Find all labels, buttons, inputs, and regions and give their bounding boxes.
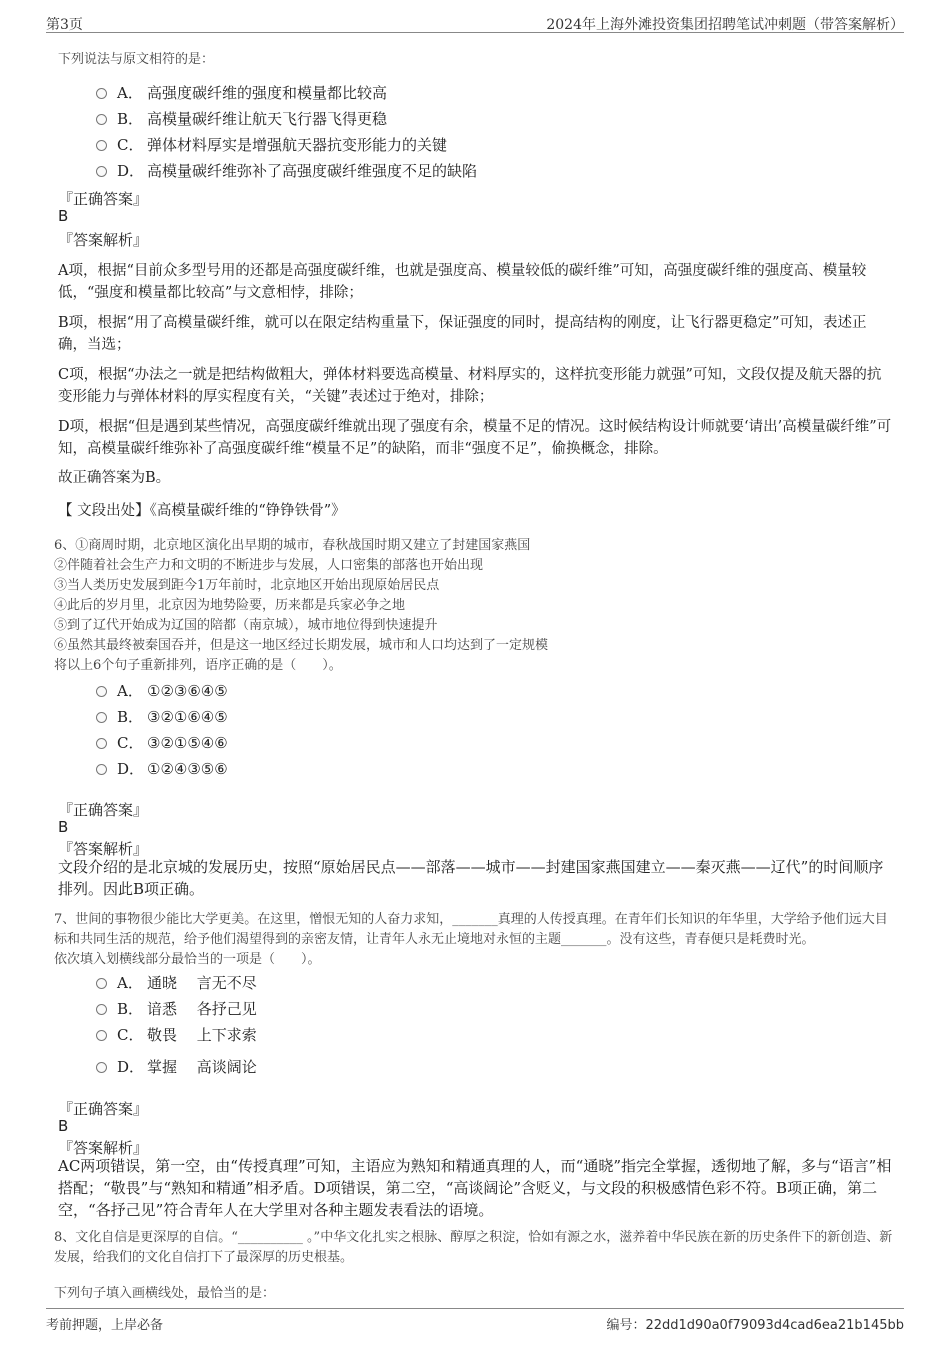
radio-icon[interactable] xyxy=(96,88,107,99)
document-id-code: 22dd1d90a0f79093d4cad6ea21b145bb xyxy=(645,1318,904,1333)
q5-option-d[interactable]: D． 高模量碳纤维弥补了高强度碳纤维强度不足的缺陷 xyxy=(96,160,477,182)
q6-line: ④此后的岁月里，北京因为地势险要，历来都是兵家必争之地 xyxy=(54,598,406,613)
radio-icon[interactable] xyxy=(96,166,107,177)
q6-line: ⑤到了辽代开始成为辽国的陪都（南京城），城市地位得到快速提升 xyxy=(54,618,438,633)
q8-stem: 8、文化自信是更深厚的自信。“__________ 。”中华文化扎实之根脉、醇厚之积淀，恰如有源之水，滋养着中华民族在新的历史条件下的新创造、新发展，给我们的文化自信打下了最深厚的历史根基。 xyxy=(54,1230,893,1265)
radio-icon[interactable] xyxy=(96,978,107,989)
q6-analysis-label: 『答案解析』 xyxy=(58,840,149,858)
q5-answer: B xyxy=(58,207,69,225)
q7-analysis: AC两项错误，第一空，由“传授真理”可知，主语应为熟知和精通真理的人，而“通晓”指完全掌握，透彻地了解，多与“语言”相搭配；“敬畏”与“熟知和精通”相矛盾。D项错误，第二空，“高谈阔论”含贬义，与文段的积极感情色彩不符。B项正确，第二空，“各抒己见”符合青年人在大学里对各种主题发表看法的语境。 xyxy=(58,1157,892,1219)
q6-stem xyxy=(54,536,548,676)
q6-option-d[interactable]: D． ①②④③⑤⑥ xyxy=(96,758,228,780)
q6-option-b[interactable]: B． ③②①⑥④⑤ xyxy=(96,706,228,728)
q7-option-a[interactable]: A． 通晓 言无不尽 xyxy=(96,972,257,994)
radio-icon[interactable] xyxy=(96,114,107,125)
q6-line: ②伴随着社会生产力和文明的不断进步与发展，人口密集的部落也开始出现 xyxy=(54,558,484,573)
radio-icon[interactable] xyxy=(96,738,107,749)
q7-option-d[interactable]: D． 掌握 高谈阔论 xyxy=(96,1056,257,1078)
q6-prompt: 将以上6个句子重新排列，语序正确的是（ ）。 xyxy=(54,658,342,673)
q6-answer: B xyxy=(58,818,69,836)
document-id-label: 编号： xyxy=(606,1318,646,1333)
q5-conclusion: 故正确答案为B。 xyxy=(58,470,171,486)
q6-option-c[interactable]: C． ③②①⑤④⑥ xyxy=(96,732,228,754)
q5-answer-label: 『正确答案』 xyxy=(58,190,149,208)
q5-analysis-label: 『答案解析』 xyxy=(58,231,149,249)
q7-analysis-label: 『答案解析』 xyxy=(58,1139,149,1157)
q6-line: 6、①商周时期，北京地区演化出早期的城市，春秋战国时期又建立了封建国家燕国 xyxy=(54,538,531,553)
q8-prompt: 下列句子填入画横线处，最恰当的是： xyxy=(54,1286,276,1301)
radio-icon[interactable] xyxy=(96,1062,107,1073)
q6-line: ③当人类历史发展到距今1万年前时，北京地区开始出现原始居民点 xyxy=(54,578,440,593)
document-id xyxy=(606,1314,904,1333)
q5-source: 【 文段出处】《高模量碳纤维的“铮铮铁骨”》 xyxy=(58,503,346,519)
radio-icon[interactable] xyxy=(96,1004,107,1015)
q7-prompt: 依次填入划横线部分最恰当的一项是（ ）。 xyxy=(54,952,321,967)
q5-analysis-a: A项，根据“目前众多型号用的还都是高强度碳纤维，也就是强度高、模量较低的碳纤维”可知，高强度碳纤维的强度高、模量较低，“强度和模量都比较高”与文意相悖，排除； xyxy=(58,263,867,301)
q7-answer-label: 『正确答案』 xyxy=(58,1100,149,1118)
q5-option-b[interactable]: B． 高模量碳纤维让航天飞行器飞得更稳 xyxy=(96,108,387,130)
radio-icon[interactable] xyxy=(96,764,107,775)
q6-answer-label: 『正确答案』 xyxy=(58,801,149,819)
radio-icon[interactable] xyxy=(96,1030,107,1041)
q5-analysis-d: D项，根据“但是遇到某些情况，高强度碳纤维就出现了强度有余，模量不足的情况。这时候结构设计师就要‘请出’高模量碳纤维”可知，高模量碳纤维弥补了高强度碳纤维“模量不足”的缺陷，而非“强度不足”，偷换概念，排除。 xyxy=(58,419,892,457)
q6-line: ⑥虽然其最终被秦国吞并，但是这一地区经过长期发展，城市和人口均达到了一定规模 xyxy=(54,638,549,653)
q5-option-a[interactable]: A． 高强度碳纤维的强度和模量都比较高 xyxy=(96,82,387,104)
q6-option-a[interactable]: A． ①②③⑥④⑤ xyxy=(96,680,228,702)
footer-slogan: 考前押题，上岸必备 xyxy=(46,1318,164,1333)
q7-answer: B xyxy=(58,1117,69,1135)
document-title: 2024年上海外滩投资集团招聘笔试冲刺题（带答案解析） xyxy=(546,17,904,33)
q7-option-c[interactable]: C． 敬畏 上下求索 xyxy=(96,1024,257,1046)
q7-stem xyxy=(54,910,894,970)
radio-icon[interactable] xyxy=(96,712,107,723)
q6-analysis: 文段介绍的是北京城的发展历史，按照“原始居民点——部落——城市——封建国家燕国建立——秦灭燕——辽代”的时间顺序排列。因此B项正确。 xyxy=(58,858,884,898)
q7-option-b[interactable]: B． 谙悉 各抒己见 xyxy=(96,998,257,1020)
page-footer xyxy=(46,1308,904,1333)
q5-analysis-b: B项，根据“用了高模量碳纤维，就可以在限定结构重量下，保证强度的同时，提高结构的刚度，让飞行器更稳定”可知，表述正确，当选； xyxy=(58,315,867,353)
radio-icon[interactable] xyxy=(96,140,107,151)
q7-passage: 7、世间的事物很少能比大学更美。在这里，憎恨无知的人奋力求知，_______真理的人传授真理。在青年们长知识的年华里，大学给予他们远大目标和共同生活的规范，给予他们渴望得到的亲密友情，让青年人永无止境地对永恒的主题_______。没有这些，青春便只是耗费时光。 xyxy=(54,912,888,947)
page-header xyxy=(46,10,904,33)
q5-prompt: 下列说法与原文相符的是： xyxy=(58,52,215,67)
q5-option-c[interactable]: C． 弹体材料厚实是增强航天器抗变形能力的关键 xyxy=(96,134,447,156)
radio-icon[interactable] xyxy=(96,686,107,697)
q5-analysis-c: C项，根据“办法之一就是把结构做粗大，弹体材料要选高模量、材料厚实的，这样抗变形能力就强”可知，文段仅提及航天器的抗变形能力与弹体材料的厚实程度有关，“关键”表述过于绝对，排除； xyxy=(58,367,882,405)
page-number: 第3页 xyxy=(46,17,83,33)
